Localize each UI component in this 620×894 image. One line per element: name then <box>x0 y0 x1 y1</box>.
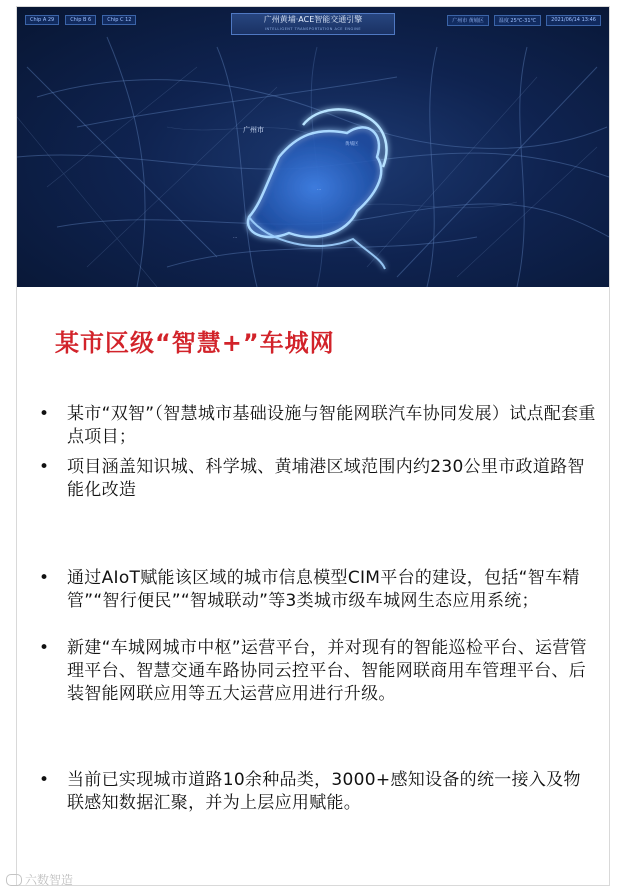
hud-chip: Chip A 29 <box>25 15 59 25</box>
bullet-marker: • <box>39 404 50 424</box>
map-label-district: 黄埔区 <box>345 142 359 147</box>
bullet-text: 当前已实现城市道路10余种品类，3000+感知设备的统一接入及物联感知数据汇聚，并为上层应用赋能。 <box>67 770 581 813</box>
bullet-text: 新建“车城网城市中枢”运营平台，并对现有的智能巡检平台、运营管理平台、智慧交通车路协同云控平台、智能网联商用车管理平台、后装智能网联应用等五大运营应用进行升级。 <box>67 638 587 704</box>
hud-info <box>447 15 601 26</box>
bullet-marker: • <box>39 457 50 477</box>
bullet-text: 某市“双智”（智慧城市基础设施与智能网联汽车协同发展）试点配套重点项目； <box>67 404 596 447</box>
bullet-text: 项目涵盖知识城、科学城、黄埔港区域范围内约230公里市政道路智能化改造 <box>67 457 585 500</box>
hud-chip: Chip C 12 <box>102 15 136 25</box>
dashboard-title-banner <box>231 13 395 35</box>
hud-location: 广州市 黄埔区 <box>447 15 489 26</box>
bullet-marker: • <box>39 638 50 658</box>
dashboard-map-image <box>17 7 609 287</box>
article-card <box>16 6 610 886</box>
map-label-area: ... <box>233 235 238 240</box>
bullet-marker: • <box>39 568 50 588</box>
dashboard-title: 广州黄埔·ACE智能交通引擎 <box>263 15 363 24</box>
hud-datetime: 2021/06/14 13:46 <box>546 15 601 26</box>
city-map-graphic <box>17 7 609 287</box>
bullet-text: 通过AIoT赋能该区域的城市信息模型CIM平台的建设，包括“智车精管”“智行便民”“智城联动”等3类城市级车城网生态应用系统； <box>67 568 580 611</box>
map-label-city: 广州市 <box>243 126 264 134</box>
dashboard-subtitle: INTELLIGENT TRANSPORTATION ACE ENGINE <box>264 27 362 31</box>
bullet-marker: • <box>39 770 50 790</box>
watermark-logo-icon <box>6 874 22 886</box>
watermark <box>6 871 73 888</box>
hud-weather: 温度 25℃-31℃ <box>494 15 541 26</box>
section-heading: 某市区级“智慧+”车城网 <box>55 329 335 357</box>
hud-chip: Chip B 6 <box>65 15 96 25</box>
hud-stats <box>25 15 136 25</box>
watermark-text: 六数智造 <box>25 873 74 887</box>
map-label-area: ... <box>317 187 322 192</box>
